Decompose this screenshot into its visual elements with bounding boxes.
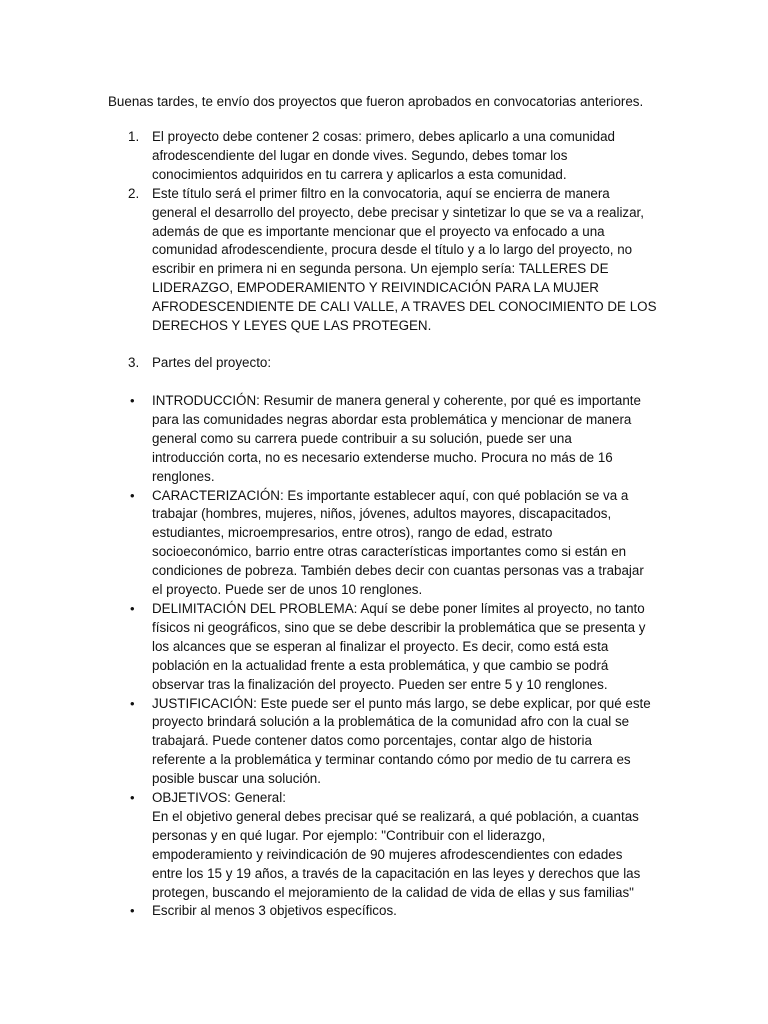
text-line: Este título será el primer filtro en la convocatoria, aquí se encierra de manera (152, 185, 610, 201)
text-line: escribir en primera ni en segunda persona. Un ejemplo sería: TALLERES DE (152, 261, 609, 277)
numbered-list-continued (108, 354, 668, 373)
text-line: general como su carrera puede contribuir a su solución, puede ser una (152, 430, 572, 446)
intro-paragraph: Buenas tardes, te envío dos proyectos que fueron aprobados en convocatorias anteriores. (108, 94, 644, 109)
text-line: condiciones de pobreza. También debes decir con cuantas personas vas a trabajar (152, 563, 644, 579)
text-line: entre los 15 y 19 años, a través de la capacitación en las leyes y derechos que las (152, 865, 641, 881)
text-line: el proyecto. Puede ser de unos 10 renglones. (152, 582, 423, 598)
text-line: trabajará. Puede contener datos como porcentajes, contar algo de historia (152, 733, 592, 749)
bullet-icon: • (130, 695, 135, 711)
bullet-icon: • (130, 393, 135, 408)
text-line: personas y en qué lugar. Por ejemplo: "Contribuir con el liderazgo, (152, 827, 546, 843)
text-line: población en la actualidad frente a esta problemática, y que cambio se podrá (152, 657, 609, 673)
text-line: trabajar (hombres, mujeres, niños, jóvenes, adultos mayores, discapacitados, (152, 506, 612, 522)
text-line: CARACTERIZACIÓN: Es importante establecer aquí, con qué población se va a (152, 487, 629, 503)
text-line: El proyecto debe contener 2 cosas: primero, debes aplicarlo a una comunidad (152, 129, 615, 144)
text-line: conocimientos adquiridos en tu carrera y aplicarlos a esta comunidad. (152, 166, 567, 182)
text-line: DERECHOS Y LEYES QUE LAS PROTEGEN. (152, 318, 432, 334)
numbered-list-item (108, 185, 668, 336)
bullet-list-item (108, 902, 668, 921)
text-line: Escribir al menos 3 objetivos específicos. (152, 903, 397, 919)
text-line: físicos ni geográficos, sino que se debe describir la problemática que se presenta y (152, 619, 646, 635)
text-line: estudiantes, microempresarios, entre otros), rango de edad, estrato (152, 525, 553, 541)
numbered-list-item (108, 128, 668, 185)
bullet-list (108, 392, 668, 921)
text-line: DELIMITACIÓN DEL PROBLEMA: Aquí se debe poner límites al proyecto, no tanto (152, 600, 645, 616)
bullet-icon: • (130, 600, 135, 616)
text-line: En el objetivo general debes precisar qué se realizará, a qué población, a cuantas (152, 808, 639, 824)
text-line: AFRODESCENDIENTE DE CALI VALLE, A TRAVES DEL CONOCIMIENTO DE LOS (152, 299, 657, 315)
text-line: LIDERAZGO, EMPODERAMIENTO Y REIVINDICACIÓN PARA LA MUJER (152, 280, 599, 296)
text-line: para las comunidades negras abordar esta problemática y mencionar de manera (152, 411, 632, 427)
bullet-list-item (108, 487, 668, 600)
text-line: empoderamiento y reivindicación de 90 mujeres afrodescendientes con edades (152, 846, 623, 862)
list-number: 2. (128, 185, 140, 201)
bullet-list-item (108, 600, 668, 695)
bullet-icon: • (130, 487, 135, 503)
text-line: INTRODUCCIÓN: Resumir de manera general y coherente, por qué es importante (152, 393, 641, 408)
text-line: OBJETIVOS: General: (152, 790, 286, 806)
text-line: observar tras la finalización del proyecto. Pueden ser entre 5 y 10 renglones. (152, 676, 608, 692)
text-line: renglones. (152, 468, 215, 484)
text-line: socioeconómico, barrio entre otras características importantes como si están en (152, 544, 627, 560)
text-line: JUSTIFICACIÓN: Este puede ser el punto más largo, se debe explicar, por qué este (152, 695, 651, 711)
text-line: referente a la problemática y terminar contando cómo por medio de tu carrera es (152, 752, 631, 768)
numbered-list-item (108, 354, 668, 373)
numbered-list (108, 128, 668, 336)
text-line: además de que es importante mencionar que el proyecto va enfocado a una (152, 223, 605, 239)
text-line: posible buscar una solución. (152, 771, 321, 787)
bullet-icon: • (130, 903, 135, 919)
bullet-list-item (108, 695, 668, 790)
text-line: introducción corta, no es necesario extenderse mucho. Procura no más de 16 (152, 449, 613, 465)
text-line: Partes del proyecto: (152, 355, 272, 370)
text-line: protegen, buscando el mejoramiento de la calidad de vida de ellas y sus familias" (152, 884, 634, 900)
list-number: 1. (128, 129, 140, 144)
bullet-list-item (108, 789, 668, 902)
bullet-icon: • (130, 790, 135, 806)
text-line: general el desarrollo del proyecto, debe precisar y sintetizar lo que se va a realizar, (152, 204, 645, 220)
text-line: comunidad afrodescendiente, procura desde el título y a lo largo del proyecto, no (152, 242, 633, 258)
list-number: 3. (128, 355, 140, 370)
text-line: afrodescendiente del lugar en donde vives. Segundo, debes tomar los (152, 147, 568, 163)
bullet-list-item (108, 392, 668, 487)
text-line: proyecto brindará solución a la problemática de la comunidad afro con la cual se (152, 714, 630, 730)
text-line: los alcances que se esperan al finalizar el proyecto. Es decir, como está esta (152, 638, 609, 654)
